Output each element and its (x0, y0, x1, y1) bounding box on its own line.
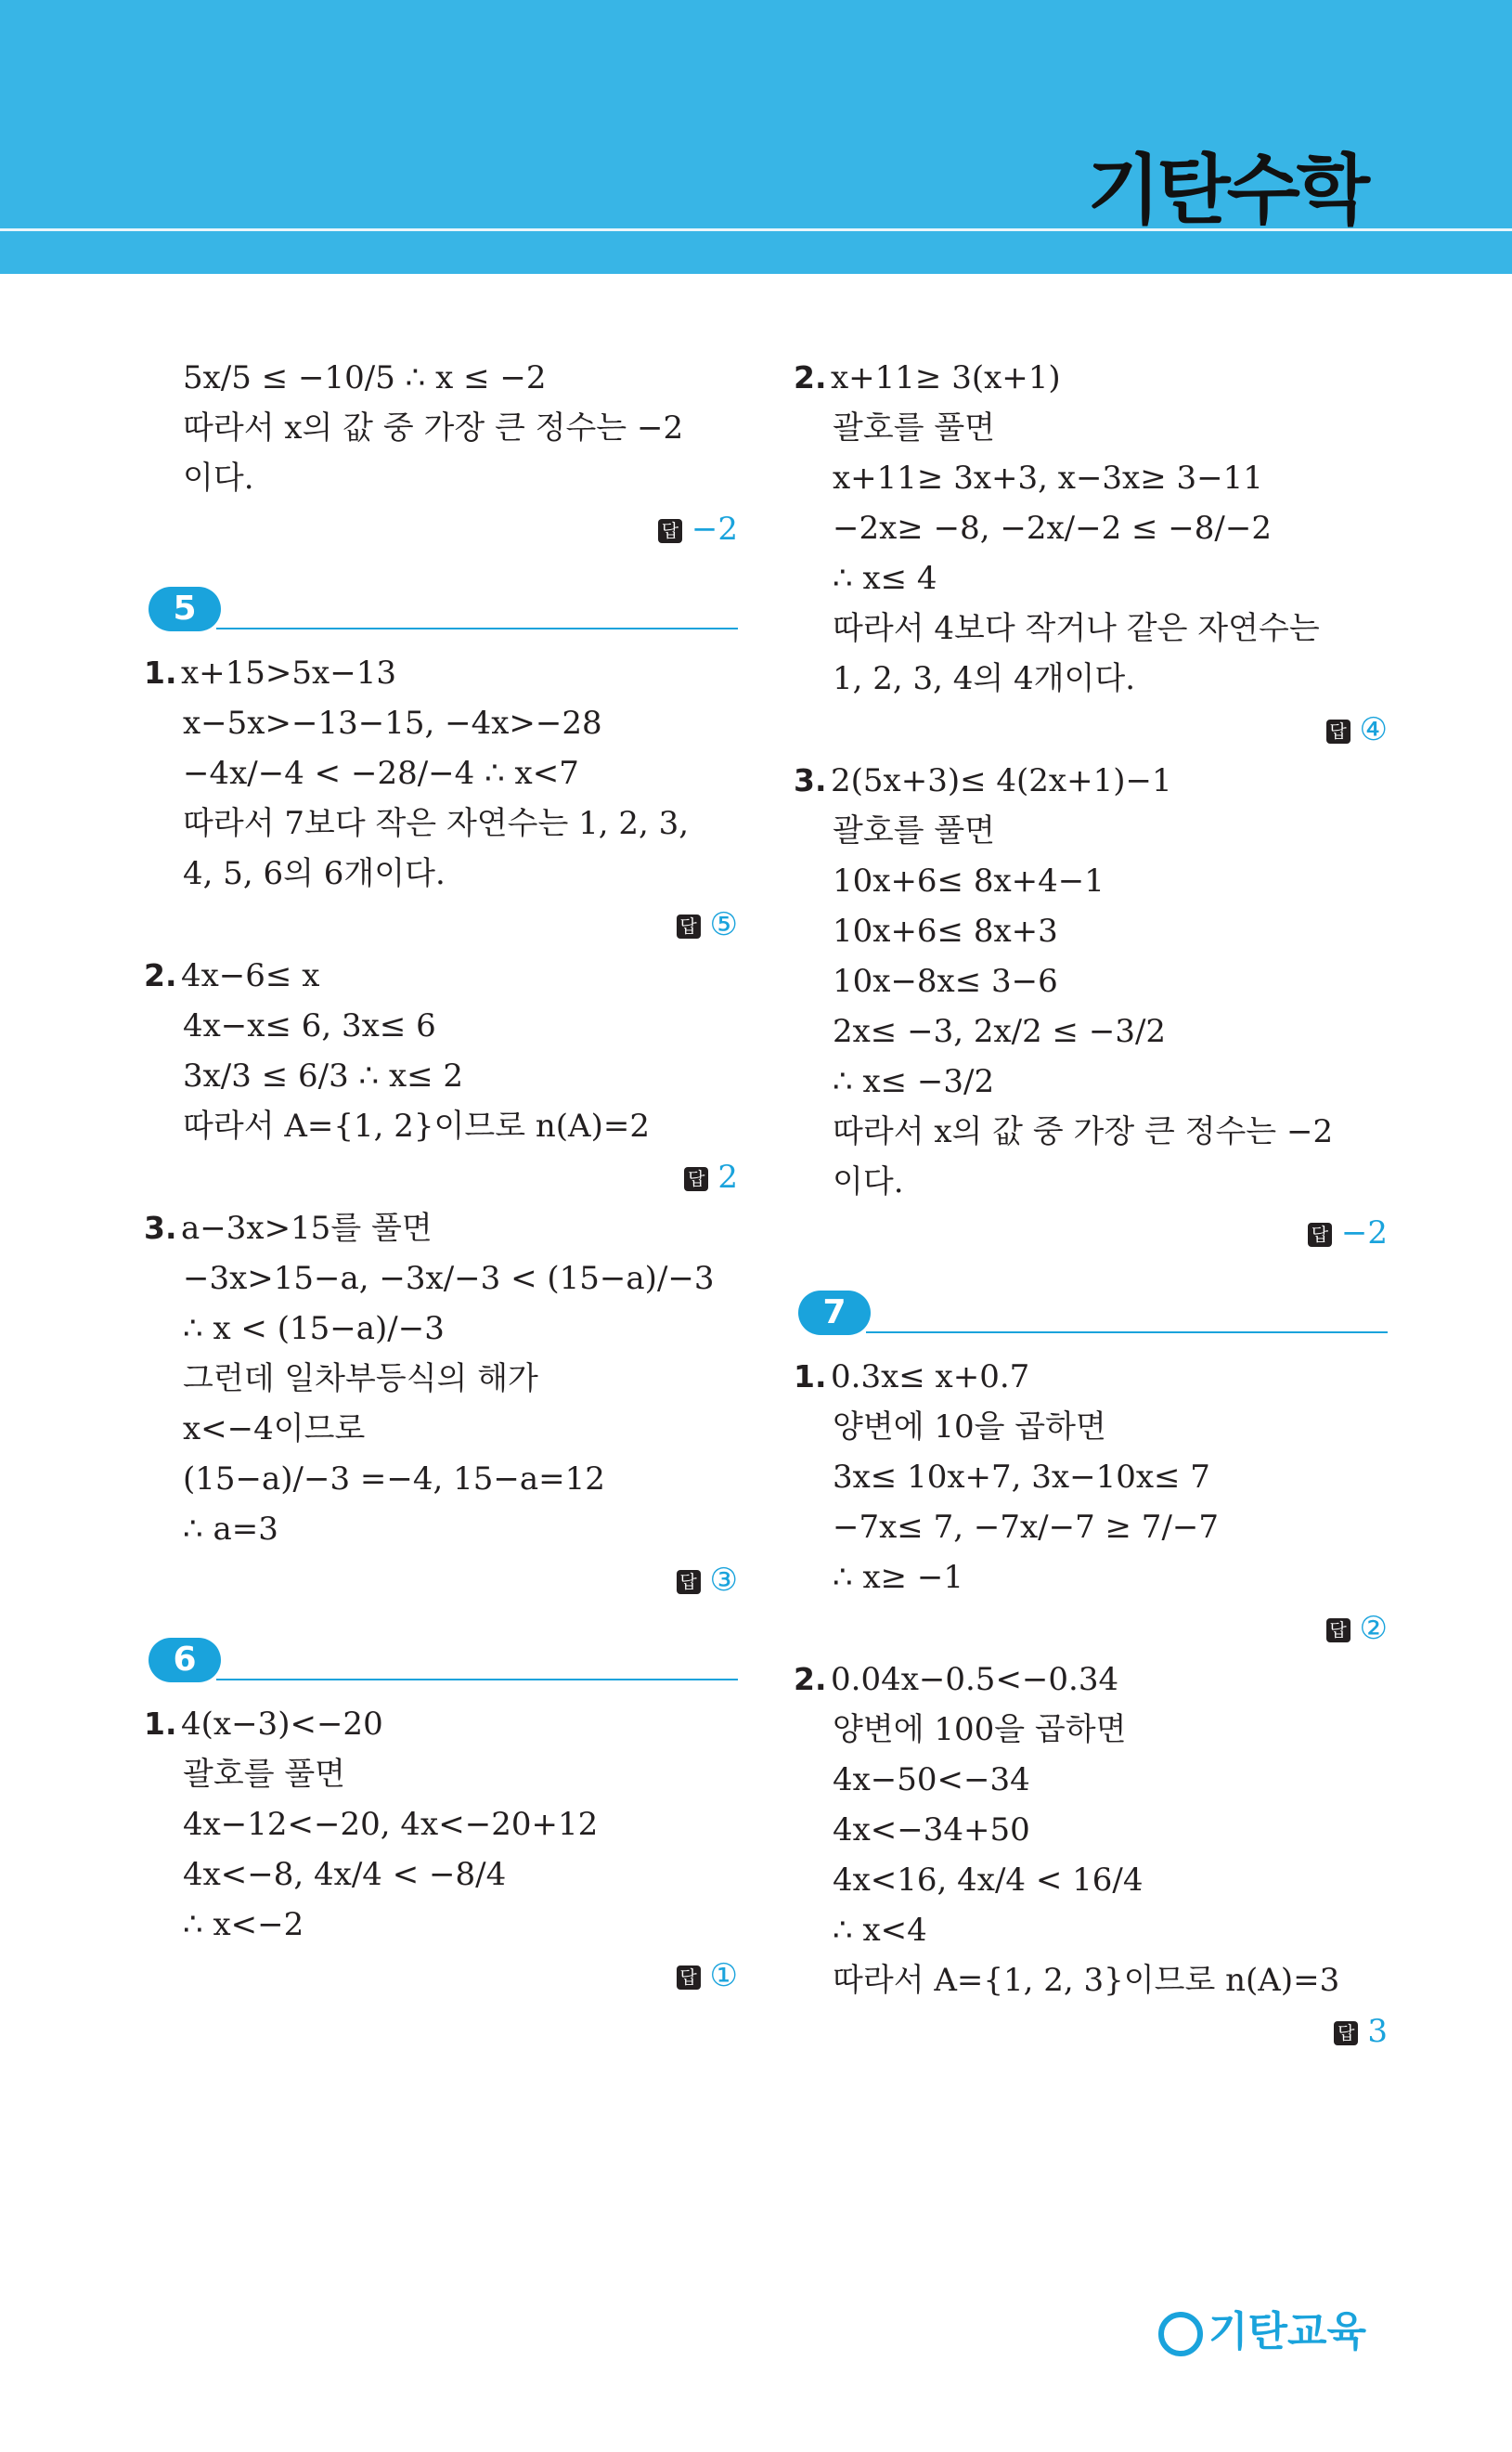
answer-row (794, 1207, 1388, 1259)
solution-line (794, 756, 1388, 806)
section-header (144, 581, 738, 639)
answer-row (144, 503, 738, 555)
solution-line (794, 603, 1388, 654)
solution-text: 4x−x≤ 6, 3x≤ 6 (183, 1007, 436, 1044)
solution-line (144, 1699, 738, 1749)
solution-line (144, 1304, 738, 1354)
solution-line (794, 1805, 1388, 1855)
answer-value: −2 (691, 511, 738, 548)
solution-text: ∴ x≤ 4 (833, 560, 937, 597)
solution-text: ∴ x<−2 (183, 1906, 304, 1943)
solution-text: 괄호를 풀면 (183, 1756, 346, 1793)
solution-line (794, 1057, 1388, 1107)
solution-text: 양변에 10을 곱하면 (833, 1408, 1106, 1446)
solution-line (794, 1705, 1388, 1755)
solution-text: ∴ x < (15−a)/−3 (183, 1310, 445, 1347)
section-number-badge: 6 (149, 1638, 221, 1682)
solution-line (794, 906, 1388, 956)
answer-value: ⑤ (709, 906, 738, 943)
solution-text: 4x<−8, 4x/4 < −8/4 (183, 1856, 507, 1893)
solution-line (144, 748, 738, 798)
solution-line (144, 698, 738, 748)
solution-line (794, 1955, 1388, 2005)
solution-text: 양변에 100을 곱하면 (833, 1711, 1127, 1748)
solution-line (144, 1900, 738, 1950)
problem-number: 2. (794, 1661, 827, 1697)
solution-line (794, 1755, 1388, 1805)
solution-text: 2(5x+3)≤ 4(2x+1)−1 (831, 762, 1172, 799)
problem-number: 2. (794, 359, 827, 396)
brand-logo: 기탄수학 (1087, 147, 1366, 235)
answer-row (794, 704, 1388, 756)
solution-text: x+11≥ 3(x+1) (831, 359, 1061, 396)
footer-text: 기탄교육 (1208, 2308, 1366, 2355)
solution-text: 괄호를 풀면 (833, 812, 996, 850)
solution-line (144, 1253, 738, 1304)
solution-line (794, 353, 1388, 403)
solution-text: ∴ a=3 (183, 1511, 278, 1548)
solution-text: 그런데 일차부등식의 해가 (183, 1360, 538, 1397)
problem-number: 2. (144, 957, 177, 993)
solution-text: 0.04x−0.5<−0.34 (831, 1661, 1119, 1698)
problem-number: 3. (794, 762, 827, 798)
solution-text: 따라서 A={1, 2, 3}이므로 n(A)=3 (833, 1962, 1340, 1999)
solution-line (144, 1051, 738, 1101)
answer-icon: 답 (677, 1965, 701, 1990)
solution-line (794, 1352, 1388, 1402)
solution-text: 10x+6≤ 8x+4−1 (833, 863, 1105, 900)
solution-text: 따라서 7보다 작은 자연수는 1, 2, 3, (183, 805, 690, 842)
solution-text: ∴ x≤ −3/2 (833, 1063, 995, 1100)
section-header (144, 1632, 738, 1690)
solution-text: 괄호를 풀면 (833, 409, 996, 447)
answer-value: ④ (1359, 711, 1388, 748)
solution-text: −7x≤ 7, −7x/−7 ≥ 7/−7 (833, 1509, 1220, 1546)
answer-row (144, 899, 738, 951)
solution-line (794, 1402, 1388, 1452)
solution-text: ∴ x<4 (833, 1912, 927, 1949)
solution-line (794, 956, 1388, 1006)
answer-value: ① (709, 1957, 738, 1994)
solution-line (144, 951, 738, 1001)
solution-text: 3x/3 ≤ 6/3 ∴ x≤ 2 (183, 1057, 464, 1095)
solution-text: 따라서 x의 값 중 가장 큰 정수는 −2 (833, 1113, 1334, 1150)
solution-line (794, 654, 1388, 704)
solution-text: x−5x>−13−15, −4x>−28 (183, 705, 602, 742)
problem-number: 1. (144, 655, 177, 691)
solution-text: 이다. (183, 460, 254, 497)
section-header (794, 1285, 1388, 1343)
solution-line (144, 353, 738, 403)
solution-text: 4x−50<−34 (833, 1761, 1030, 1798)
solution-line (144, 453, 738, 503)
section-rule (866, 1331, 1388, 1333)
answer-icon: 답 (677, 1570, 701, 1594)
solution-line (144, 849, 738, 899)
publisher-logo-icon (1158, 2312, 1203, 2356)
solution-line (794, 1006, 1388, 1057)
solution-line (794, 553, 1388, 603)
solution-text: x+15>5x−13 (181, 655, 396, 692)
problem-number: 1. (794, 1358, 827, 1395)
solution-line (144, 648, 738, 698)
solution-text: 이다. (833, 1163, 904, 1200)
solution-line (794, 1552, 1388, 1602)
solution-line (144, 1101, 738, 1151)
solution-text: x<−4이므로 (183, 1410, 366, 1447)
solution-text: 4(x−3)<−20 (181, 1706, 383, 1743)
answer-row (144, 1950, 738, 2002)
problem-number: 1. (144, 1706, 177, 1742)
solution-line (144, 1354, 738, 1404)
solution-text: 5x/5 ≤ −10/5 ∴ x ≤ −2 (183, 359, 547, 396)
solution-text: 4x<−34+50 (833, 1811, 1030, 1849)
solution-line (794, 403, 1388, 453)
answer-row (794, 1602, 1388, 1654)
solution-text: −2x≥ −8, −2x/−2 ≤ −8/−2 (833, 510, 1272, 547)
section-number-badge: 7 (798, 1291, 871, 1335)
answer-icon: 답 (1326, 1618, 1350, 1642)
solution-line (144, 1404, 738, 1454)
solution-text: 따라서 x의 값 중 가장 큰 정수는 −2 (183, 409, 684, 447)
solution-line (144, 1001, 738, 1051)
answer-icon: 답 (1308, 1223, 1332, 1247)
solution-text: 10x+6≤ 8x+3 (833, 913, 1058, 950)
solution-text: (15−a)/−3 =−4, 15−a=12 (183, 1460, 605, 1498)
solution-text: −3x>15−a, −3x/−3 < (15−a)/−3 (183, 1260, 715, 1297)
solution-line (144, 1849, 738, 1900)
solution-line (794, 1157, 1388, 1207)
footer-logo (1158, 2298, 1366, 2357)
solution-text: 4x−12<−20, 4x<−20+12 (183, 1806, 599, 1843)
solution-line (794, 453, 1388, 503)
solution-line (794, 856, 1388, 906)
answer-icon: 답 (677, 915, 701, 939)
answer-icon: 답 (684, 1167, 708, 1191)
solution-text: 4x−6≤ x (181, 957, 320, 994)
solution-text: 4, 5, 6의 6개이다. (183, 855, 446, 892)
answer-icon: 답 (1326, 720, 1350, 744)
problem-number: 3. (144, 1210, 177, 1246)
answer-icon: 답 (1334, 2021, 1358, 2045)
right-column (794, 353, 1388, 2057)
page-header (0, 0, 1512, 274)
solution-text: ∴ x≥ −1 (833, 1559, 964, 1596)
solution-text: a−3x>15를 풀면 (181, 1210, 433, 1247)
section-rule (216, 628, 738, 629)
solution-line (144, 1454, 738, 1504)
solution-text: 따라서 4보다 작거나 같은 자연수는 (833, 610, 1320, 647)
solution-line (144, 1799, 738, 1849)
answer-value: −2 (1340, 1214, 1388, 1252)
solution-text: 4x<16, 4x/4 < 16/4 (833, 1862, 1144, 1899)
answer-icon: 답 (658, 519, 682, 543)
solution-line (144, 403, 738, 453)
solution-line (794, 1905, 1388, 1955)
solution-text: 10x−8x≤ 3−6 (833, 963, 1058, 1000)
solution-line (144, 1749, 738, 1799)
left-column (144, 353, 738, 2002)
solution-text: −4x/−4 < −28/−4 ∴ x<7 (183, 755, 579, 792)
solution-line (794, 1502, 1388, 1552)
answer-row (144, 1554, 738, 1606)
answer-row (144, 1151, 738, 1203)
solution-line (144, 798, 738, 849)
solution-line (794, 1452, 1388, 1502)
solution-line (794, 806, 1388, 856)
answer-value: 3 (1367, 2013, 1388, 2050)
solution-line (794, 1107, 1388, 1157)
solution-line (794, 1855, 1388, 1905)
solution-text: x+11≥ 3x+3, x−3x≥ 3−11 (833, 460, 1263, 497)
solution-line (144, 1203, 738, 1253)
solution-line (794, 1654, 1388, 1705)
solution-text: 0.3x≤ x+0.7 (831, 1358, 1030, 1395)
solution-text: 1, 2, 3, 4의 4개이다. (833, 660, 1135, 697)
section-rule (216, 1679, 738, 1680)
solution-text: 2x≤ −3, 2x/2 ≤ −3/2 (833, 1013, 1167, 1050)
solution-text: 따라서 A={1, 2}이므로 n(A)=2 (183, 1108, 650, 1145)
answer-value: ③ (709, 1562, 738, 1599)
solution-line (144, 1504, 738, 1554)
section-number-badge: 5 (149, 587, 221, 631)
solution-line (794, 503, 1388, 553)
answer-value: ② (1359, 1610, 1388, 1647)
answer-value: 2 (717, 1159, 738, 1196)
answer-row (794, 2005, 1388, 2057)
solution-text: 3x≤ 10x+7, 3x−10x≤ 7 (833, 1459, 1210, 1496)
